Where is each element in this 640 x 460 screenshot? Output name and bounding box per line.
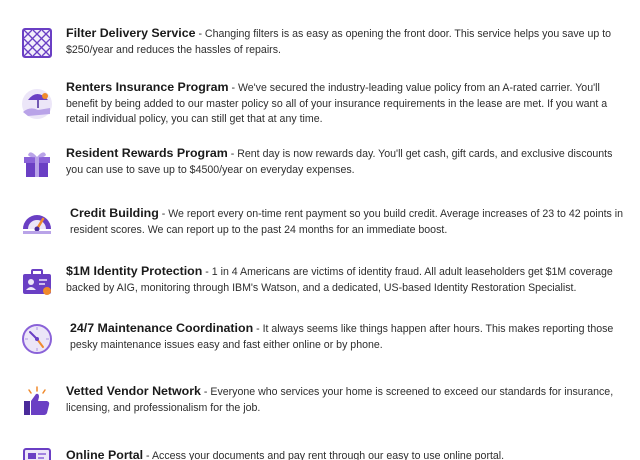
service-separator: -: [227, 148, 238, 160]
clock-icon: [20, 322, 54, 356]
service-separator: -: [158, 208, 169, 220]
service-title: $1M Identity Protection: [66, 264, 203, 278]
service-separator: -: [202, 266, 212, 278]
service-description: We've secured the industry-leading value policy from an A-rated carrier. You'll benefit by being added to our master policy so all of your insurance requirements in the lease are met. If you want a retail individual policy, you can still get that at any time.: [66, 82, 608, 125]
gift-icon: [20, 147, 54, 181]
service-description: It always seems like things happen after hours. This makes reporting those pesky maintenance issues easy and fast either online or by phone.: [70, 323, 614, 351]
service-description: Access your documents and pay rent through our easy to use online portal.: [151, 450, 505, 460]
service-separator: -: [253, 323, 263, 335]
service-title: Filter Delivery Service: [66, 26, 196, 40]
service-text: [66, 26, 626, 58]
service-separator: -: [228, 82, 238, 94]
service-title: Vetted Vendor Network: [66, 384, 201, 398]
service-title: Renters Insurance Program: [66, 80, 229, 94]
service-text: [66, 146, 626, 178]
service-text: [66, 448, 626, 460]
service-description: Everyone who services your home is screened to exceed our standards for insurance, licensing, and professionalism for the job.: [66, 386, 614, 414]
umbrella-hand-icon: [20, 86, 54, 120]
service-title: 24/7 Maintenance Coordination: [70, 321, 254, 335]
gauge-icon: [20, 207, 54, 241]
service-text: [66, 80, 626, 128]
service-text: [66, 264, 626, 296]
service-text: [66, 384, 626, 416]
service-text: [70, 321, 626, 353]
service-description: 1 in 4 Americans are victims of identity fraud. All adult leaseholders get $1M coverage backed by AIG, monitoring through IBM's Watson, and a dedicated, US-based Identity Restoration Specialist.: [66, 266, 613, 294]
service-separator: -: [195, 28, 205, 40]
service-separator: -: [200, 386, 211, 398]
service-description: We report every on-time rent payment so you build credit. Average increases of 23 to 42 points in resident scores. We can report up to the past 24 months for an immediate boost.: [70, 208, 624, 236]
service-title: Online Portal: [66, 448, 144, 460]
id-briefcase-icon: [20, 265, 54, 299]
service-title: Credit Building: [70, 206, 159, 220]
service-description: Changing filters is as easy as opening the front door. This service helps you save up to $250/year and reduces the hassles of repairs.: [66, 28, 612, 56]
service-separator: -: [143, 450, 152, 460]
portal-icon: [20, 445, 54, 460]
service-text: [70, 206, 626, 238]
service-title: Resident Rewards Program: [66, 146, 228, 160]
filter-grid-icon: [20, 26, 54, 60]
service-description: Rent day is now rewards day. You'll get cash, gift cards, and exclusive discounts you can use to save up to $4500/year on everyday expenses.: [66, 148, 613, 176]
thumbs-up-icon: [20, 385, 54, 419]
